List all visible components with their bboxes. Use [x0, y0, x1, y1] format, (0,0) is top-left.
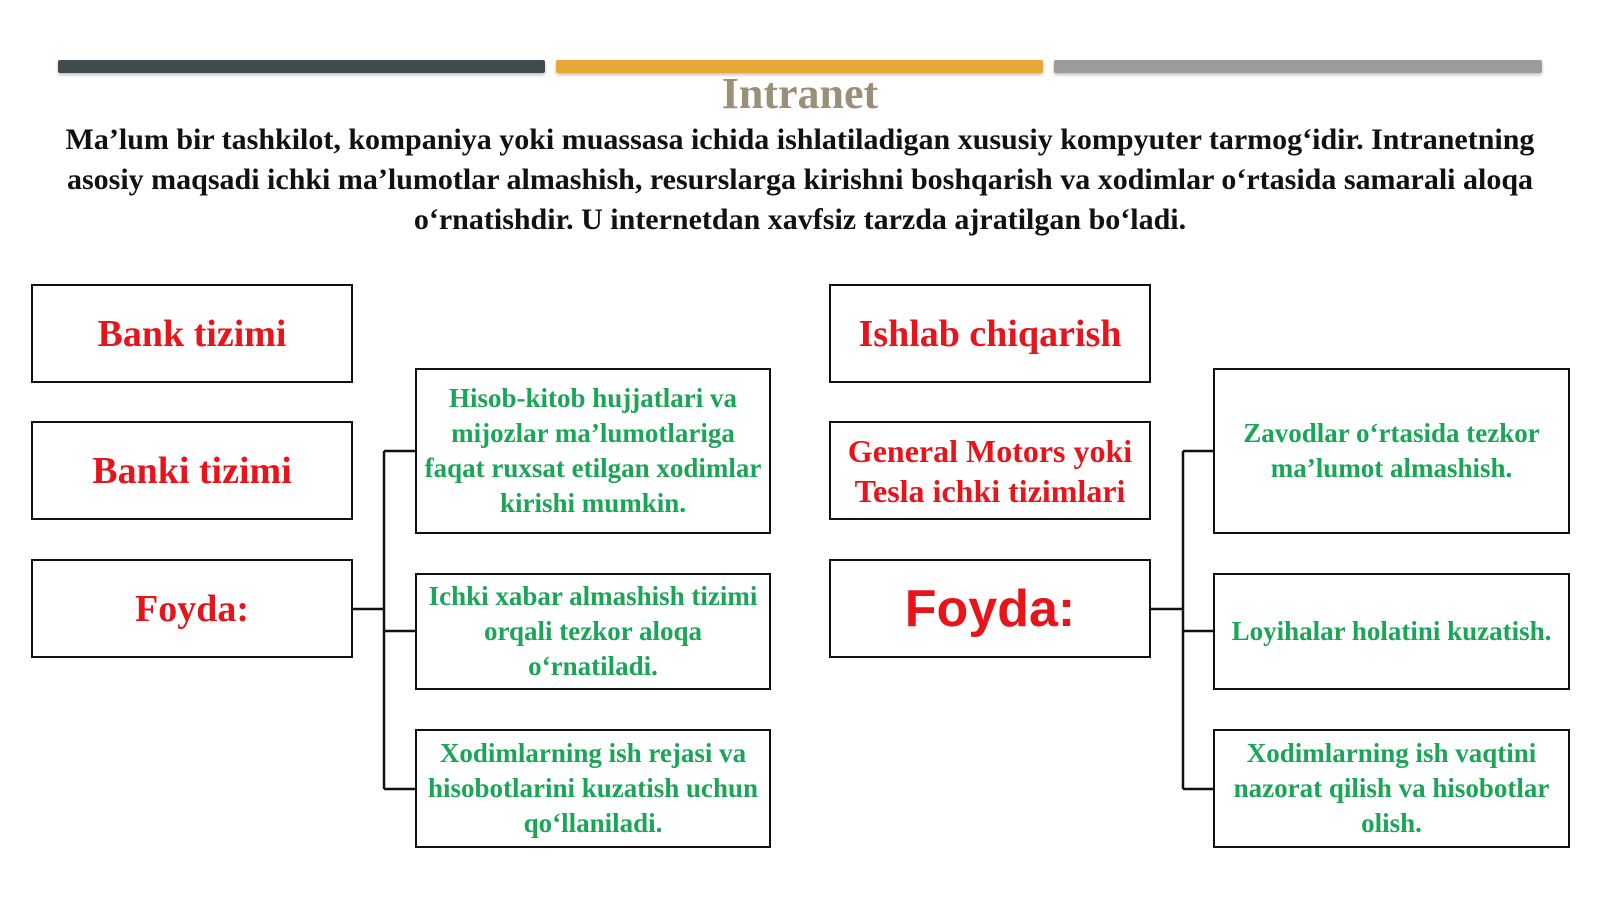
right-benefit-text-3: Xodimlarning ish vaqtini nazorat qilish va hisobotlar olish. [1233, 738, 1550, 838]
left-benefit-text-2: Ichki xabar almashish tizimi orqali tezkor aloqa o‘rnatiladi. [428, 581, 758, 681]
right-connector [1151, 451, 1213, 789]
right-benefit-box-3 [1213, 729, 1570, 848]
left-category-label: Bank tizimi [97, 312, 287, 355]
left-category-box [31, 284, 353, 383]
left-benefit-text-1: Hisob-kitob hujjatlari va mijozlar ma’lumotlariga faqat ruxsat etilgan xodimlar kirishi mumkin. [424, 383, 762, 518]
right-example-label: General Motors yoki Tesla ichki tizimlari [847, 432, 1133, 509]
left-benefit-box-1 [415, 368, 771, 534]
right-benefit-label: Foyda: [904, 579, 1076, 638]
right-benefit-label-box [829, 559, 1151, 658]
left-example-label: Banki tizimi [92, 449, 292, 492]
right-example-box [829, 421, 1151, 520]
right-category-label: Ishlab chiqarish [858, 312, 1122, 355]
slide-title: Intranet [721, 69, 879, 118]
right-benefit-box-2 [1213, 573, 1570, 690]
right-benefit-text-2: Loyihalar holatini kuzatish. [1231, 616, 1552, 646]
left-example-box [31, 421, 353, 520]
left-benefit-text-3: Xodimlarning ish rejasi va hisobotlarini kuzatish uchun qo‘llaniladi. [427, 738, 759, 838]
right-benefit-text-1: Zavodlar o‘rtasida tezkor ma’lumot almashish. [1243, 418, 1540, 483]
slide-description: Ma’lum bir tashkilot, kompaniya yoki muassasa ichida ishlatiladigan xususiy kompyuter tarmog‘idir. Intranetning asosiy maqsadi ichki ma’lumotlar almashish, resurslarga kirishni boshqarish va xodimlar o‘rtasida samarali aloqa o‘rnatishdir. U internetdan xavfsiz tarzda ajratilgan bo‘ladi. [65, 123, 1535, 236]
left-benefit-box-2 [415, 573, 771, 690]
right-benefit-box-1 [1213, 368, 1570, 534]
left-benefit-label-box [31, 559, 353, 658]
left-benefit-box-3 [415, 729, 771, 848]
left-benefit-label: Foyda: [135, 587, 249, 630]
right-category-box [829, 284, 1151, 383]
left-connector [352, 451, 415, 789]
